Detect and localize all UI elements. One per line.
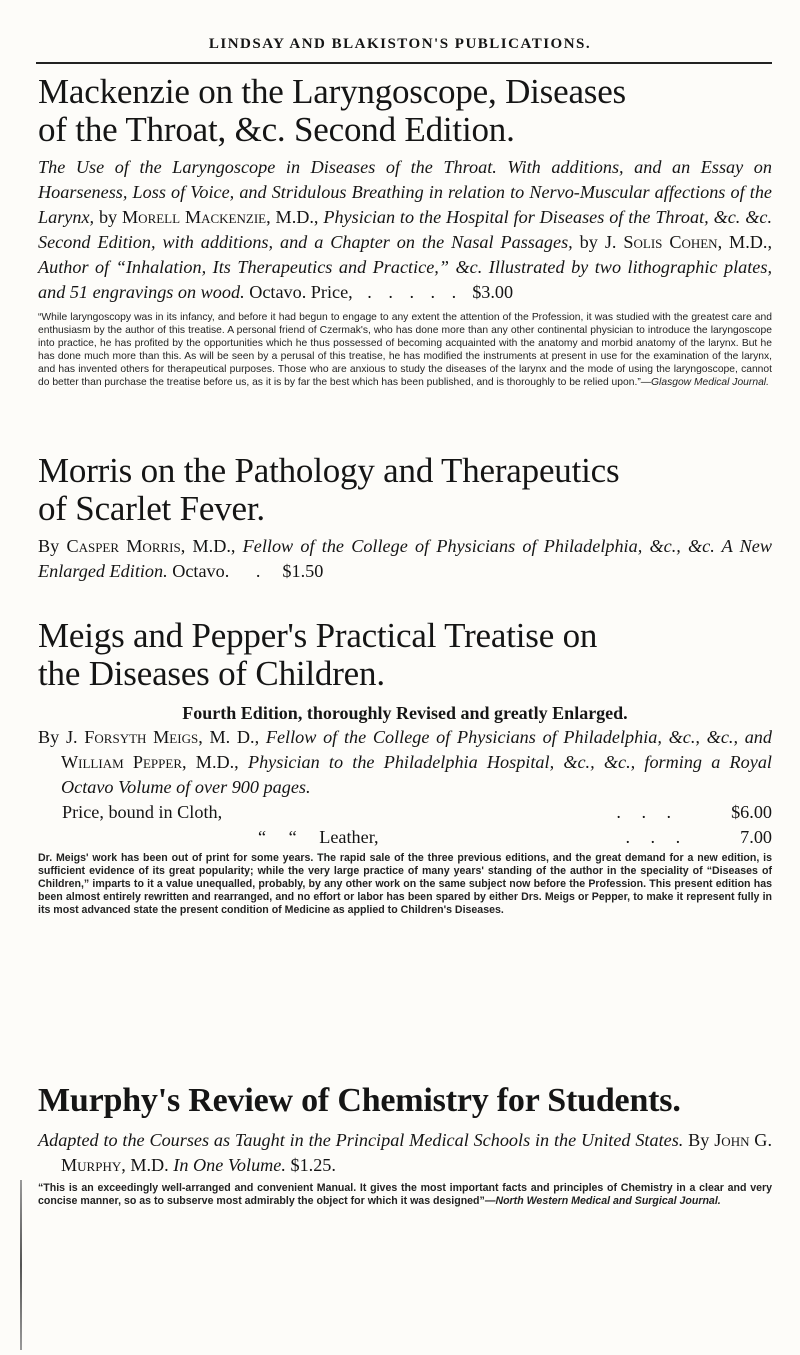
entry-morris xyxy=(38,452,772,584)
quote-text: “While laryngoscopy was in its infancy, and before it had begun to engage to any extent the attention of the Profession, it was studied with the greatest care and enthusiasm by the author of this treatise. A personal friend of Czermak's, who has done more than any other continental physician to introduce the laryngoscope into practice, he has profited by the opportunities which he thus possessed of becoming acquainted with the anatomy and morbid anatomy of the larynx. But he has done much more than this. As will be seen by a perusal of this treatise, he has modified the instruments at present in use for the examination of the larynx, and has invented others for therapeutical purposes. Those who are anxious to study the diseases of the larynx and the mode of using the laryngoscope, cannot do better than purchase the treatise before us, as it is by far the best which has been published, and is thoroughly to be relied upon.”— xyxy=(38,312,772,388)
price: 7.00 xyxy=(740,827,772,847)
review-quote xyxy=(38,852,772,917)
review-quote xyxy=(38,1182,772,1208)
author-name: J. Solis Cohen, M.D., xyxy=(604,232,773,252)
leader-dots: . . . . . xyxy=(367,282,463,302)
author-title: Fellow of the College of Physicians of Philadelphia, &c., &c., and xyxy=(259,727,772,747)
price: $6.00 xyxy=(731,802,772,822)
quote-source: Glasgow Medical Journal. xyxy=(651,377,769,388)
quote-text: Dr. Meigs' work has been out of print for some years. The rapid sale of the three previous editions, and the great demand for a new edition, is sufficient evidence of its great popularity; while the very large practice of many years' standing of the author in the speciality of “Diseases of Children,” imparts to it a value unequalled, probably, by any other work on the same subject now before the Profession. This present edition has been almost entirely rewritten and rearranged, and no effort or labor has been spared by either Drs. Meigs or Pepper, to make it represent fully in its most advanced state the present condition of Medicine as applied to Children's Diseases. xyxy=(38,852,772,916)
book-subtitle: The Use of the Laryngoscope in Diseases of the Throat. With additions, and an Essay on Hoarseness, Loss of Voice, and Stridulous Breathing in relation to Nervo-Muscular affections of the Larynx, xyxy=(38,157,772,227)
entry-description xyxy=(38,155,772,305)
by-text: By xyxy=(38,536,67,556)
leader-dots: . . . xyxy=(616,802,680,822)
price: $3.00 xyxy=(472,282,514,302)
author-title: Physician to the Hospital for Diseases of the Throat, &c. &c. Second Edition, with additions, and a Chapter on the Nasal Passages, xyxy=(38,207,772,252)
by-text: by xyxy=(94,207,123,227)
entry-meigs xyxy=(38,617,772,917)
title-line: Murphy's Review of Chemistry for Students. xyxy=(38,1082,681,1119)
author-title: Author of “Inhalation, Its Therapeutics and Practice,” &c. Illustrated by two lithographic plates, and 51 engravings on wood. xyxy=(38,257,772,302)
publisher-header: LINDSAY AND BLAKISTON'S PUBLICATIONS. xyxy=(208,36,592,52)
entry-mackenzie xyxy=(38,73,772,389)
price-label: “ “ Leather, xyxy=(258,827,379,847)
title-line: Meigs and Pepper's Practical Treatise on xyxy=(38,616,598,655)
price: $1.50 xyxy=(282,561,324,581)
entry-title xyxy=(38,73,772,149)
author-name: J. Forsyth Meigs, M. D., xyxy=(65,727,260,747)
price-label: Price, bound in Cloth, xyxy=(62,802,223,822)
entry-title xyxy=(38,1082,772,1120)
title-line: the Diseases of Children. xyxy=(38,654,385,693)
header-rule xyxy=(36,62,772,64)
author-title: Fellow of the College of Physicians of Philadelphia, &c., &c. A New Enlarged Edition. xyxy=(38,536,772,581)
by-text: By xyxy=(38,727,66,747)
title-line: of the Throat, &c. Second Edition. xyxy=(38,110,515,149)
book-subtitle: Adapted to the Courses as Taught in the Principal Medical Schools in the United States. xyxy=(38,1130,684,1150)
author-name: John G. Murphy, M.D. xyxy=(61,1130,772,1175)
price-line-cloth xyxy=(38,800,772,825)
by-text: By xyxy=(683,1130,715,1150)
entry-murphy xyxy=(38,1082,772,1208)
author-name: Casper Morris, M.D., xyxy=(66,536,236,556)
quote-text: “This is an exceedingly well-arranged and convenient Manual. It gives the most important facts and principles of Chemistry in a clear and very concise manner, so as to subserve most admirably the object for which it was designed”— xyxy=(38,1182,772,1207)
price-line-leather xyxy=(38,825,772,850)
entry-title xyxy=(38,617,772,693)
leader-dots: . . . xyxy=(625,827,689,847)
by-text: by xyxy=(572,232,605,252)
page-edge-mark xyxy=(20,1180,22,1350)
title-line: of Scarlet Fever. xyxy=(38,489,265,528)
author-title: Physician to the Philadelphia Hospital, &c., &c., forming a Royal Octavo Volume of over 900 pages. xyxy=(61,752,772,797)
leader-dots: . xyxy=(255,561,261,581)
entry-description xyxy=(38,725,772,800)
entry-description xyxy=(38,1128,772,1178)
title-line: Morris on the Pathology and Therapeutics xyxy=(38,451,620,490)
title-line: Mackenzie on the Laryngoscope, Diseases xyxy=(38,72,626,111)
entry-description xyxy=(38,534,772,584)
review-quote xyxy=(38,311,772,389)
price: $1.25. xyxy=(285,1155,336,1175)
author-name: Morell Mackenzie, M.D., xyxy=(122,207,319,227)
format-label: Octavo. xyxy=(167,561,230,581)
author-name: William Pepper, M.D., xyxy=(61,752,239,772)
edition-note: Fourth Edition, thoroughly Revised and greatly Enlarged. xyxy=(182,703,628,723)
quote-source: North Western Medical and Surgical Journal. xyxy=(495,1195,721,1207)
volume-note: In One Volume. xyxy=(168,1155,286,1175)
entry-title xyxy=(38,452,772,528)
format-label: Octavo. Price, xyxy=(244,282,353,302)
